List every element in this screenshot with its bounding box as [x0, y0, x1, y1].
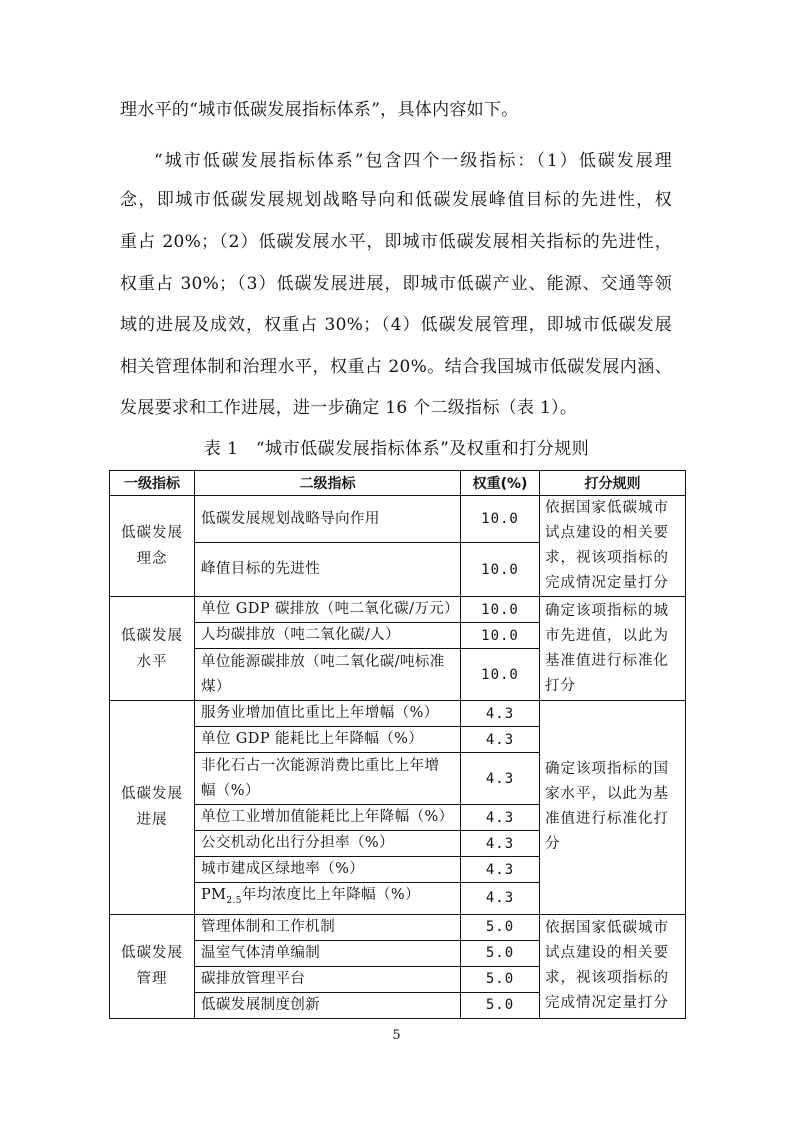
- level2-cell: 城市建成区绿地率（%）: [195, 857, 461, 883]
- level1-cell: 低碳发展水平: [110, 597, 195, 701]
- rule-cell: 依据国家低碳城市试点建设的相关要求，视该项指标的完成情况定量打分: [540, 496, 686, 597]
- level2-cell: 管理体制和工作机制: [195, 914, 461, 940]
- table-row: [110, 914, 686, 940]
- level2-cell: 非化石占一次能源消费比重比上年增幅（%）: [195, 753, 461, 805]
- paragraph-line-4: 重占 20%；（2）低碳发展水平，即城市低碳发展相关指标的先进性，: [120, 232, 672, 252]
- weight-cell: 4.3: [461, 805, 540, 831]
- header-level1: 一级指标: [110, 471, 195, 496]
- weight-cell: 10.0: [461, 623, 540, 649]
- level1-cell: 低碳发展理念: [110, 496, 195, 597]
- weight-cell: 4.3: [461, 883, 540, 915]
- rule-cell: 依据国家低碳城市试点建设的相关要求，视该项指标的完成情况定量打分: [540, 914, 686, 1018]
- weight-cell: 5.0: [461, 992, 540, 1018]
- weight-cell: 10.0: [461, 496, 540, 543]
- level2-cell: 单位 GDP 能耗比上年降幅（%）: [195, 727, 461, 753]
- level1-cell: 低碳发展管理: [110, 914, 195, 1018]
- level2-cell: 人均碳排放（吨二氧化碳/人）: [195, 623, 461, 649]
- paragraph-line-3: 念，即城市低碳发展规划战略导向和低碳发展峰值目标的先进性，权: [120, 190, 672, 210]
- rule-cell: 确定该项指标的国家水平，以此为基准值进行标准化打分: [540, 701, 686, 915]
- weight-cell: 4.3: [461, 753, 540, 805]
- weight-cell: 4.3: [461, 831, 540, 857]
- paragraph-line-7: 相关管理体制和治理水平，权重占 20%。结合我国城市低碳发展内涵、: [120, 357, 672, 377]
- weight-cell: 5.0: [461, 914, 540, 940]
- level2-cell: $PM_{2.5}$年均浓度比上年降幅（%）: [195, 883, 461, 915]
- paragraph-line-5: 权重占 30%；（3）低碳发展进展，即城市低碳产业、能源、交通等领: [120, 274, 672, 294]
- level2-cell: 温室气体清单编制: [195, 940, 461, 966]
- level2-cell: 单位 GDP 碳排放（吨二氧化碳/万元）: [195, 597, 461, 623]
- level2-cell: 低碳发展制度创新: [195, 992, 461, 1018]
- level2-cell: 服务业增加值比重比上年增幅（%）: [195, 701, 461, 727]
- paragraph-line-6: 域的进展及成效，权重占 30%；（4）低碳发展管理，即城市低碳发展: [120, 315, 672, 335]
- paragraph-line-1: 理水平的“城市低碳发展指标体系”，具体内容如下。: [120, 100, 519, 120]
- weight-cell: 10.0: [461, 649, 540, 701]
- table-header-row: [110, 471, 686, 496]
- level2-cell: 公交机动化出行分担率（%）: [195, 831, 461, 857]
- rule-cell: 确定该项指标的城市先进值，以此为基准值进行标准化打分: [540, 597, 686, 701]
- header-weight: 权重(%): [461, 471, 540, 496]
- page-number: 5: [392, 1028, 401, 1043]
- indicator-table: [109, 470, 686, 1019]
- weight-cell: 10.0: [461, 597, 540, 623]
- weight-cell: 4.3: [461, 727, 540, 753]
- table-row: [110, 597, 686, 623]
- header-rule: 打分规则: [540, 471, 686, 496]
- paragraph-line-8: 发展要求和工作进展，进一步确定 16 个二级指标（表 1）。: [120, 398, 578, 418]
- weight-cell: 4.3: [461, 857, 540, 883]
- level2-cell: 峰值目标的先进性: [195, 543, 461, 597]
- table-caption: 表 1 “城市低碳发展指标体系”及权重和打分规则: [203, 439, 590, 459]
- weight-cell: 4.3: [461, 701, 540, 727]
- weight-cell: 5.0: [461, 966, 540, 992]
- header-level2: 二级指标: [195, 471, 461, 496]
- table-row: [110, 496, 686, 543]
- level2-cell: 单位工业增加值能耗比上年降幅（%）: [195, 805, 461, 831]
- weight-cell: 5.0: [461, 940, 540, 966]
- paragraph-line-2: “城市低碳发展指标体系”包含四个一级指标：（1）低碳发展理: [154, 151, 672, 171]
- level1-cell: 低碳发展进展: [110, 701, 195, 915]
- level2-cell: 单位能源碳排放（吨二氧化碳/吨标准煤）: [195, 649, 461, 701]
- table-row: [110, 701, 686, 727]
- level2-cell: 低碳发展规划战略导向作用: [195, 496, 461, 543]
- level2-cell: 碳排放管理平台: [195, 966, 461, 992]
- weight-cell: 10.0: [461, 543, 540, 597]
